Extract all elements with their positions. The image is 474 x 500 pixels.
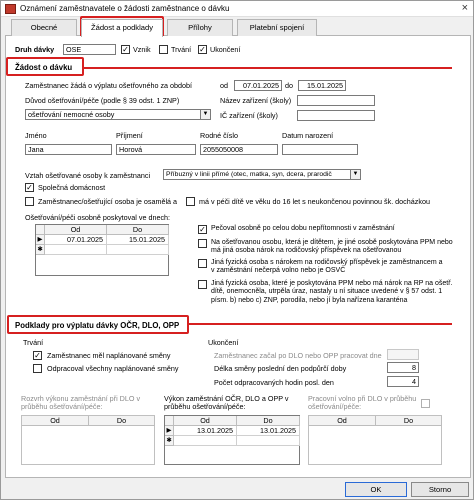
ukonceni-checkbox[interactable] xyxy=(198,45,207,54)
row-selector-icon[interactable]: ▶ xyxy=(165,426,174,436)
checkmark-icon: ✓ xyxy=(199,225,206,234)
highlight-zadost-heading xyxy=(6,57,84,76)
tab-prilohy[interactable]: Přílohy xyxy=(167,19,233,36)
section-divider xyxy=(189,323,452,325)
rozvrh-label: Rozvrh výkonu zaměstnání při DLO v průběhu ošetřování/péče: xyxy=(21,394,141,412)
table-cell[interactable]: 15.01.2025 xyxy=(107,235,169,245)
zadost-heading: Žádost o dávku xyxy=(15,63,73,72)
druh-davky-label: Druh dávky xyxy=(15,45,55,54)
option-3-checkbox[interactable] xyxy=(198,280,207,289)
table-cell[interactable]: 13.01.2025 xyxy=(237,426,300,436)
option-2-checkbox[interactable] xyxy=(198,259,207,268)
od-label: od xyxy=(220,81,228,90)
table-corner xyxy=(165,416,174,426)
chevron-down-icon[interactable]: ▼ xyxy=(351,169,361,180)
datum-narozeni-field[interactable] xyxy=(282,144,358,155)
checkmark-icon: ✓ xyxy=(122,45,129,54)
rodne-cislo-label: Rodné číslo xyxy=(200,131,238,140)
table-cell[interactable] xyxy=(237,436,300,446)
do-label: do xyxy=(285,81,293,90)
volno-checkbox[interactable] xyxy=(421,399,430,408)
tab-zadost-a-podklady[interactable]: Žádost a podklady xyxy=(81,19,163,37)
osobne-poskytoval-label: Ošetřování/péči osobně poskytoval ve dnech: xyxy=(25,213,171,222)
chevron-down-icon[interactable]: ▼ xyxy=(201,109,211,120)
vznik-label: Vznik xyxy=(133,45,151,54)
pocet-hodin-label: Počet odpracovaných hodin posl. den xyxy=(214,378,334,387)
option-2-label: Jiná fyzická osoba s nárokem na rodičovský příspěvek je zaměstnancem a v zaměstnání nečerpá volno nebo je OSVČ xyxy=(211,259,443,275)
app-icon xyxy=(5,4,16,14)
column-header-do[interactable]: Do xyxy=(107,225,169,235)
prijmeni-label: Příjmení xyxy=(116,131,143,140)
vztah-select[interactable]: Příbuzný v linii přímé (otec, matka, syn, dcera, prarodič xyxy=(163,169,351,180)
spolecna-domacnost-checkbox[interactable] xyxy=(25,183,34,192)
checkmark-icon: ✓ xyxy=(34,351,41,360)
jmeno-field[interactable]: Jana xyxy=(25,144,112,155)
window-title: Oznámení zaměstnavatele o žádosti zaměstnance o dávku xyxy=(20,4,230,13)
vykon-label: Výkon zaměstnání OČR, DLO a OPP v průběhu ošetřování/péče: xyxy=(164,394,289,412)
mel-smeny-label: Zaměstnanec měl naplánované směny xyxy=(47,351,171,360)
column-header-do[interactable]: Do xyxy=(237,416,300,426)
pocet-hodin-field[interactable]: 4 xyxy=(387,376,419,387)
trvani-label: Trvání xyxy=(171,45,192,54)
rodne-cislo-field[interactable]: 2055050008 xyxy=(200,144,278,155)
pece-dny-table[interactable] xyxy=(35,224,169,276)
prijmeni-field[interactable]: Horová xyxy=(116,144,196,155)
deti-checkbox[interactable] xyxy=(186,197,195,206)
tab-obecne[interactable]: Obecné xyxy=(11,19,77,36)
table-cell[interactable] xyxy=(45,245,107,255)
highlight-podklady-heading xyxy=(7,315,189,334)
ukonceni-section-label: Ukončení xyxy=(208,338,239,347)
zacal-pracovat-field[interactable] xyxy=(387,349,419,360)
table-cell[interactable] xyxy=(107,245,169,255)
obdobi-do-field[interactable]: 15.01.2025 xyxy=(298,80,346,91)
delka-smeny-label: Délka směny poslední den podpůrčí doby xyxy=(214,364,347,373)
spolecna-domacnost-label: Společná domácnost xyxy=(38,183,106,192)
duvod-label: Důvod ošetřování/péče (podle § 39 odst. 1 ZNP) xyxy=(25,96,180,105)
duvod-select[interactable]: ošetřování nemocné osoby xyxy=(25,109,201,120)
close-icon[interactable]: × xyxy=(461,2,468,14)
volno-table[interactable] xyxy=(308,415,442,465)
trvani-section-label: Trvání xyxy=(23,338,44,347)
pecoval-checkbox[interactable] xyxy=(198,225,207,234)
rozvrh-table[interactable] xyxy=(21,415,155,465)
volno-label: Pracovní volno při DLO v průběhu ošetřování/péče: xyxy=(308,394,417,412)
section-divider xyxy=(84,67,452,69)
deti-label: má v péči dítě ve věku do 16 let s neukončenou povinnou šk. docházkou xyxy=(199,197,430,206)
odpracoval-checkbox[interactable] xyxy=(33,364,42,373)
podklady-heading: Podklady pro výplatu dávky OČR, DLO, OPP xyxy=(15,321,180,330)
mel-smeny-checkbox[interactable] xyxy=(33,351,42,360)
column-header-od[interactable]: Od xyxy=(174,416,237,426)
column-header-od[interactable]: Od xyxy=(309,416,376,426)
tab-bar xyxy=(5,19,471,36)
obdobi-od-field[interactable]: 07.01.2025 xyxy=(234,80,282,91)
zacal-pracovat-label: Zaměstnanec začal po DLO nebo OPP pracovat dne xyxy=(214,351,382,360)
column-header-od[interactable]: Od xyxy=(22,416,89,426)
obdobi-label: Zaměstnanec žádá o výplatu ošetřovného za období xyxy=(25,81,193,90)
column-header-od[interactable]: Od xyxy=(45,225,107,235)
ukonceni-label: Ukončení xyxy=(210,45,241,54)
ic-zarizeni-field[interactable] xyxy=(297,110,375,121)
jmeno-label: Jméno xyxy=(25,131,47,140)
new-row-icon[interactable]: ✱ xyxy=(165,436,174,446)
osamela-label: Zaměstnanec/ošetřující osoba je osamělá a xyxy=(38,197,178,206)
storno-button[interactable]: Storno xyxy=(411,482,469,497)
row-selector-icon[interactable]: ▶ xyxy=(36,235,45,245)
ok-button[interactable]: OK xyxy=(345,482,407,497)
option-1-checkbox[interactable] xyxy=(198,239,207,248)
option-1-label: Na ošetřovanou osobu, která je dítětem, je jiné osobě poskytována PPM nebo má jiná osoba nárok na rodičovský příspěvek na ošetřovanou xyxy=(211,239,453,255)
druh-davky-field[interactable]: OSE xyxy=(63,44,116,55)
datum-narozeni-label: Datum narození xyxy=(282,131,334,140)
column-header-do[interactable]: Do xyxy=(376,416,442,426)
nazev-zarizeni-field[interactable] xyxy=(297,95,375,106)
option-3-label: Jiná fyzická osoba, které je poskytována PPM nebo má nárok na RP na ošetř. dítě, onemocněla, utrpěla úraz, nastaly u ní situace uvedené v § 57 odst. 1 písm. b) nebo c) ZNP, porodila, nebo jí byla nařízena karanténa xyxy=(211,280,453,304)
nazev-zarizeni-label: Název zařízení (školy) xyxy=(220,96,292,105)
table-cell[interactable]: 07.01.2025 xyxy=(45,235,107,245)
column-header-do[interactable]: Do xyxy=(89,416,155,426)
vznik-checkbox[interactable] xyxy=(121,45,130,54)
tab-platebni-spojeni[interactable]: Platební spojení xyxy=(237,19,317,36)
checkmark-icon: ✓ xyxy=(26,183,33,192)
vztah-label: Vztah ošetřované osoby k zaměstnanci xyxy=(25,171,151,180)
table-cell[interactable]: 13.01.2025 xyxy=(174,426,237,436)
odpracoval-label: Odpracoval všechny naplánované směny xyxy=(47,364,179,373)
osamela-checkbox[interactable] xyxy=(25,197,34,206)
new-row-icon[interactable]: ✱ xyxy=(36,245,45,255)
table-corner xyxy=(36,225,45,235)
vykon-table[interactable] xyxy=(164,415,300,465)
trvani-checkbox[interactable] xyxy=(159,45,168,54)
table-cell[interactable] xyxy=(174,436,237,446)
delka-smeny-field[interactable]: 8 xyxy=(387,362,419,373)
title-bar xyxy=(1,1,473,17)
checkmark-icon: ✓ xyxy=(199,45,206,54)
pecoval-label: Pečoval osobně po celou dobu nepřítomnosti v zaměstnání xyxy=(211,225,395,232)
ic-zarizeni-label: IČ zařízení (školy) xyxy=(220,111,278,120)
